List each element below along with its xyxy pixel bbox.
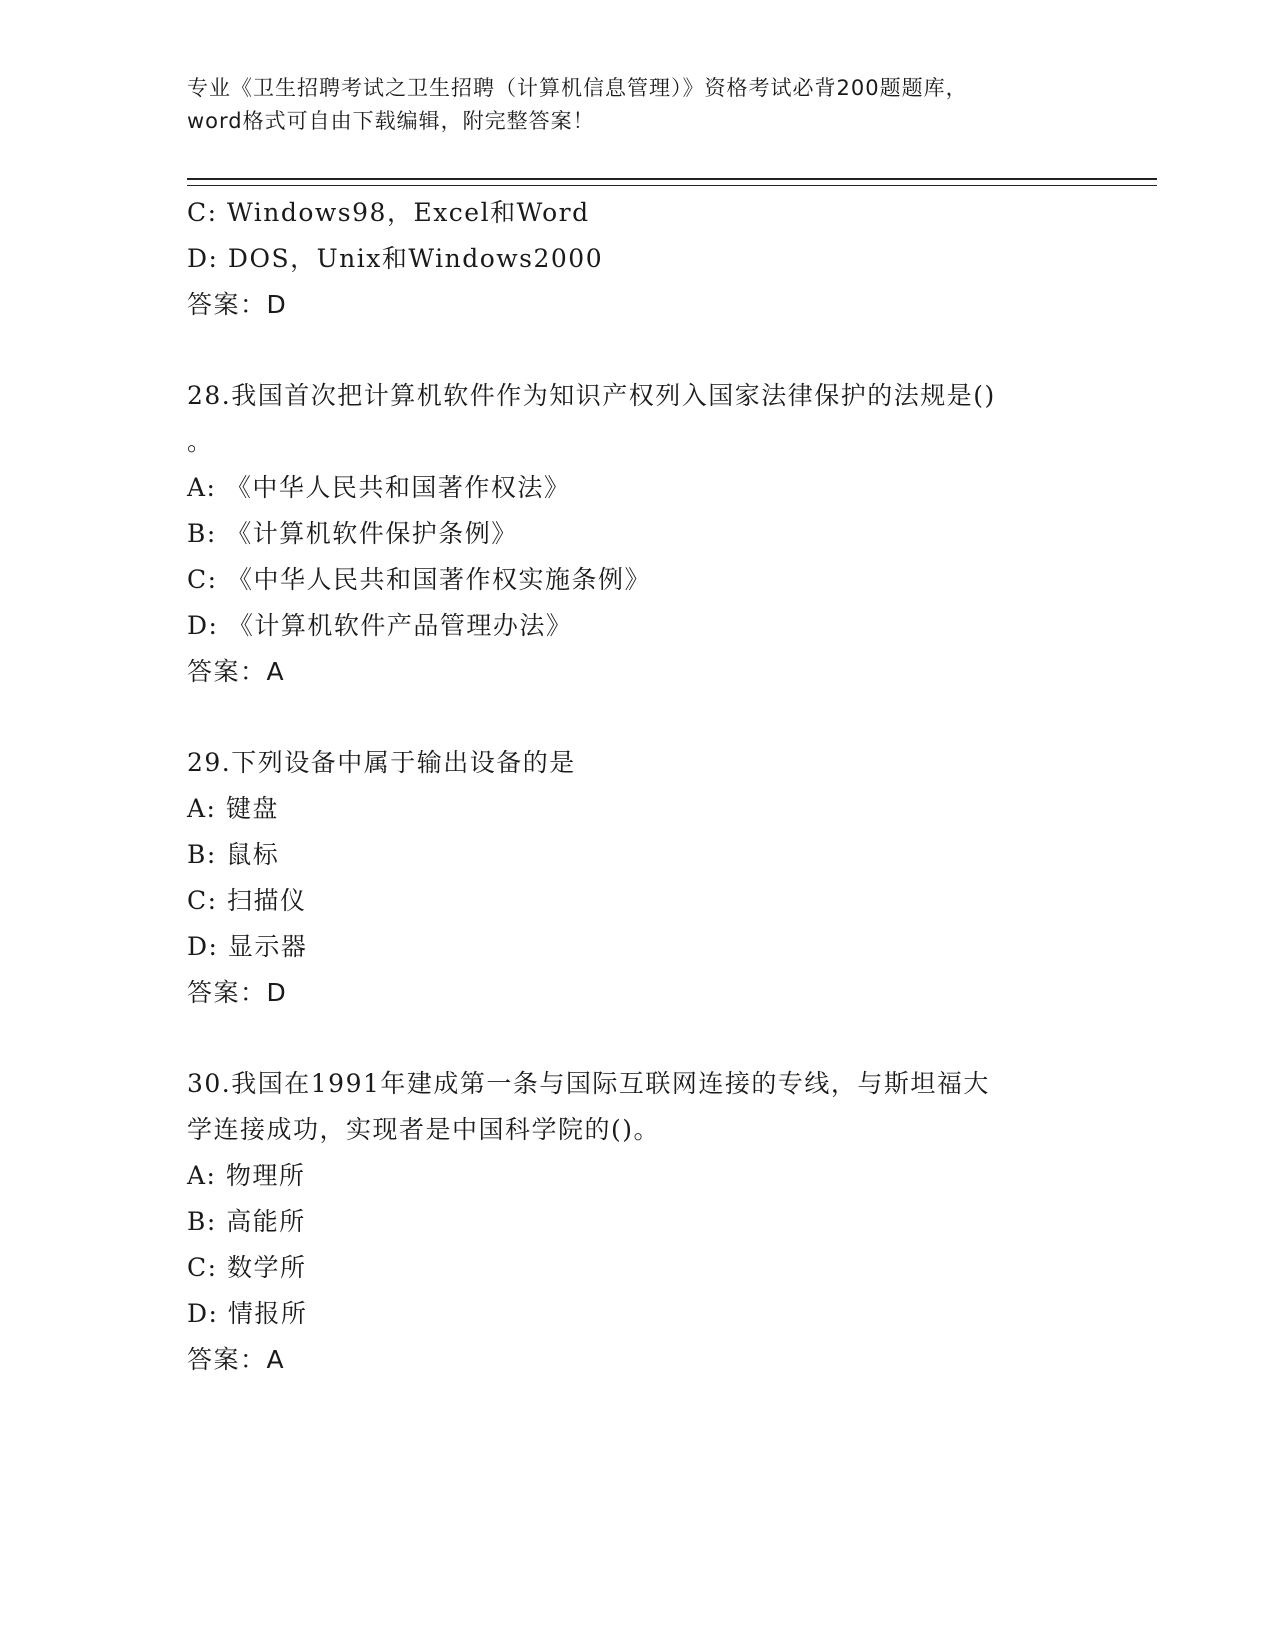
- question-list: [187, 190, 1087, 1383]
- question-27-tail: [187, 190, 1087, 328]
- question-stem-line-2: 。: [187, 427, 214, 456]
- option-c: C: 扫描仪: [187, 886, 307, 915]
- document-header: [187, 72, 1087, 138]
- option-a: A: 物理所: [187, 1161, 306, 1190]
- question-29: [187, 740, 1087, 1016]
- option-b: B: 高能所: [187, 1207, 306, 1236]
- header-title-line-1: 专业《卫生招聘考试之卫生招聘（计算机信息管理）》资格考试必背200题题库，: [187, 76, 968, 100]
- question-30: [187, 1061, 1087, 1383]
- option-b: B: 鼠标: [187, 840, 280, 869]
- spacer: [187, 1016, 1087, 1061]
- option-a: A: 《中华人民共和国著作权法》: [187, 473, 571, 502]
- option-b: B: 《计算机软件保护条例》: [187, 519, 518, 548]
- option-d: D: 显示器: [187, 932, 308, 961]
- question-stem-line-1: 29.下列设备中属于输出设备的是: [187, 748, 576, 777]
- option-c: C: Windows98，Excel和Word: [187, 198, 590, 227]
- option-c: C: 《中华人民共和国著作权实施条例》: [187, 565, 651, 594]
- header-title-line-2: word格式可自由下载编辑，附完整答案！: [187, 109, 595, 133]
- spacer: [187, 695, 1087, 740]
- header-divider: [187, 178, 1157, 186]
- option-d: D: 《计算机软件产品管理办法》: [187, 611, 573, 640]
- spacer: [187, 328, 1087, 373]
- option-c: C: 数学所: [187, 1253, 307, 1282]
- question-stem-line-1: 28.我国首次把计算机软件作为知识产权列入国家法律保护的法规是(): [187, 381, 996, 410]
- question-28: [187, 373, 1087, 695]
- answer-line: 答案：D: [187, 978, 288, 1007]
- option-d: D: 情报所: [187, 1299, 308, 1328]
- question-stem-line-1: 30.我国在1991年建成第一条与国际互联网连接的专线，与斯坦福大: [187, 1069, 990, 1098]
- answer-line: 答案：D: [187, 290, 288, 319]
- answer-line: 答案：A: [187, 657, 286, 686]
- answer-line: 答案：A: [187, 1345, 286, 1374]
- option-a: A: 键盘: [187, 794, 279, 823]
- option-d: D: DOS，Unix和Windows2000: [187, 244, 604, 273]
- question-stem-line-2: 学连接成功，实现者是中国科学院的()。: [187, 1115, 661, 1144]
